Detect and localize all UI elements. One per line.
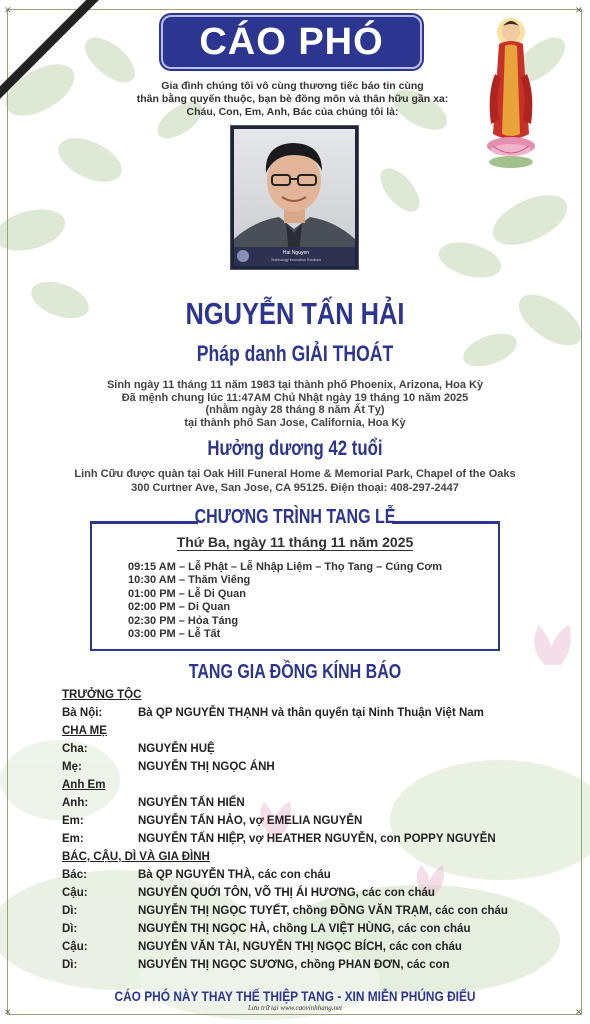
family-title: TANG GIA ĐỒNG KÍNH BÁO (188, 661, 402, 683)
dharma-name: Pháp danh GIẢI THOÁT (196, 341, 394, 366)
relation-label: Bà Nội: (62, 707, 103, 719)
program-date: Thứ Ba, ngày 11 tháng 11 năm 2025 (176, 534, 414, 550)
corner-ornament: ✕ (575, 5, 583, 15)
program-item: 09:15 AM – Lễ Phật – Lễ Nhập Liệm – Thọ Tang – Cúng Cơm (128, 561, 443, 573)
photo-caption-role: Technology Innovation Solutions (270, 258, 322, 262)
footer-note: CÁO PHÓ NÀY THAY THẾ THIỆP TANG - XIN MIỄN PHÚNG ĐIẾU (114, 988, 476, 1004)
family-row (62, 884, 542, 902)
family-row (62, 956, 542, 974)
relation-label: Cha: (62, 743, 88, 755)
detail-line: Sinh ngày 11 tháng 11 năm 1983 tại thành phố Phoenix, Arizona, Hoa Kỳ (106, 379, 484, 391)
corner-ornament: ✕ (4, 1007, 12, 1017)
relation-value: NGUYỄN THỊ NGỌC TUYẾT, chồng ĐỒNG VĂN TRẠM, các con cháu (138, 905, 508, 917)
venue-info (0, 468, 590, 495)
program-date-wrap (0, 534, 590, 550)
corner-ornament: ✕ (575, 1007, 583, 1017)
section-heading: Anh Em (62, 779, 106, 791)
relation-label: Em: (62, 815, 84, 827)
section-heading: BÁC, CẬU, DÌ VÀ GIA ĐÌNH (62, 851, 210, 863)
family-list (62, 686, 542, 974)
relation-value: NGUYỄN QUỚI TÔN, VÕ THỊ ÁI HƯƠNG, các con cháu (138, 887, 435, 899)
relation-value: NGUYỄN TẤN HẢO, vợ EMELIA NGUYỄN (138, 815, 363, 827)
relation-value: NGUYỄN HUỆ (138, 743, 215, 755)
relation-value: Bà QP NGUYỄN THẠNH và thân quyến tại Ninh Thuận Việt Nam (138, 707, 484, 719)
portrait-photo (231, 126, 358, 269)
age-text: Hưởng dương 42 tuổi (207, 437, 383, 460)
venue-line: Linh Cữu được quàn tại Oak Hill Funeral Home & Memorial Park, Chapel of the Oaks (74, 468, 516, 480)
relation-value: NGUYỄN TẤN HIỂN (138, 797, 245, 809)
deceased-name: NGUYỄN TẤN HẢI (185, 296, 405, 331)
relation-label: Bác: (62, 869, 87, 881)
family-row (62, 704, 542, 722)
intro-text (120, 80, 465, 119)
photo-caption-name: Hai Nguyen (282, 250, 310, 256)
relation-value: NGUYỄN VĂN TÀI, NGUYỄN THỊ NGỌC BÍCH, các con cháu (138, 941, 462, 953)
archive-site-link[interactable]: Lưu trữ tại www.caovinhhang.net (247, 1004, 343, 1012)
detail-line: Đã mệnh chung lúc 11:47AM Chủ Nhật ngày 19 tháng 10 năm 2025 (121, 391, 469, 404)
family-row (62, 758, 542, 776)
program-item: 10:30 AM – Thăm Viếng (128, 574, 251, 587)
relation-value: NGUYỄN TẤN HIỆP, vợ HEATHER NGUYỄN, con POPPY NGUYỄN (138, 833, 496, 845)
buddha-image (481, 14, 541, 176)
portrait-image (234, 129, 355, 266)
relation-label: Anh: (62, 797, 89, 809)
corner-ornament: ✕ (4, 5, 12, 15)
relation-value: NGUYỄN THỊ NGỌC ÁNH (138, 761, 275, 773)
program-item: 02:30 PM – Hỏa Táng (128, 614, 239, 627)
detail-line: (nhằm ngày 28 tháng 8 năm Ất Tỵ) (205, 404, 385, 416)
relation-label: Mẹ: (62, 761, 82, 773)
intro-line: Gia đình chúng tôi vô cùng thương tiếc báo tin cùng (161, 80, 424, 92)
relation-value: NGUYỄN THỊ NGỌC HÀ, chồng LA VIỆT HÙNG, các con cháu (138, 923, 471, 935)
program-item: 03:00 PM – Lễ Tất (128, 628, 221, 641)
family-row (62, 812, 542, 830)
intro-line: Cháu, Con, Em, Anh, Bác của chúng tôi là: (186, 106, 399, 118)
relation-value: NGUYỄN THỊ NGỌC SƯƠNG, chồng PHAN ĐƠN, các con (138, 959, 450, 971)
relation-label: Cậu: (62, 887, 88, 899)
detail-line: tại thành phố San Jose, California, Hoa Kỳ (184, 416, 406, 429)
relation-label: Em: (62, 833, 84, 845)
relation-label: Dì: (62, 923, 78, 935)
section-heading: CHA MẸ (62, 725, 107, 737)
family-row (62, 830, 542, 848)
family-row (62, 902, 542, 920)
family-row (62, 740, 542, 758)
page-title: CÁO PHÓ (199, 20, 384, 63)
family-row (62, 794, 542, 812)
relation-label: Dì: (62, 959, 78, 971)
program-list (128, 561, 442, 641)
mourning-ribbon (0, 0, 110, 110)
program-title: CHƯƠNG TRÌNH TANG LỄ (194, 506, 396, 528)
family-row (62, 938, 542, 956)
intro-line: thân bằng quyến thuộc, bạn bè đồng môn và thân hữu gần xa: (136, 93, 449, 105)
family-row (62, 866, 542, 884)
relation-label: Dì: (62, 905, 78, 917)
relation-label: Cậu: (62, 941, 88, 953)
program-item: 02:00 PM – Di Quan (128, 601, 231, 614)
title-banner (161, 15, 422, 69)
relation-value: Bà QP NGUYỄN THÀ, các con cháu (138, 869, 331, 881)
section-heading: TRƯỞNG TỘC (62, 689, 142, 701)
venue-line: 300 Curtner Ave, San Jose, CA 95125. Điện thoại: 408-297-2447 (131, 481, 459, 494)
life-details (0, 379, 590, 429)
family-row (62, 920, 542, 938)
program-item: 01:00 PM – Lễ Di Quan (128, 587, 246, 600)
